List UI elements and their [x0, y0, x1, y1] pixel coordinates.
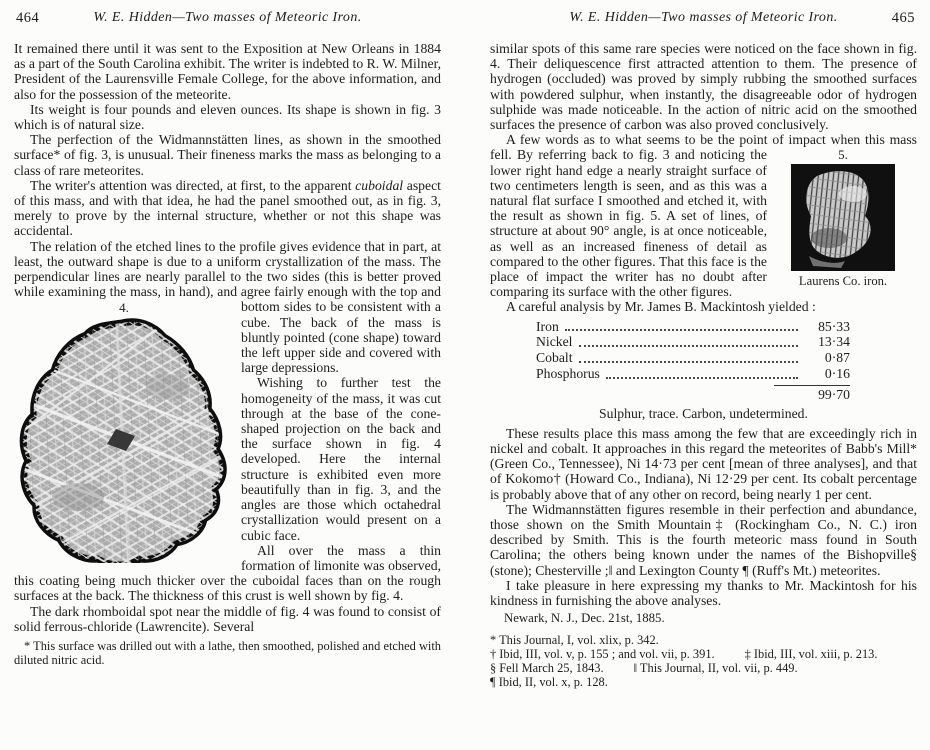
- footnote-text: * This surface was drilled out with a lathe, then smoothed, polished and etched with diluted nitric acid.: [14, 638, 441, 668]
- analysis-total-row: [536, 387, 850, 403]
- analysis-note: Sulphur, trace. Carbon, undetermined.: [599, 405, 808, 421]
- paragraph: The Widmannstätten figures resemble in their perfection and abundance, those shown on the Smith Mountain‡ (Rockingham Co., N. C.) iron described by Smith. This is the fourth meteoric mass found in South Carolina; the others being known under the names of the Bishopville§ (stone); Chesterville ;‖ and Lexington County ¶ (Ruff's Mt.) meteorites.: [490, 501, 917, 578]
- footnote-line: [490, 675, 917, 689]
- footnote-text: ¶ Ibid, II, vol. x, p. 128.: [490, 675, 608, 690]
- running-head-right: [490, 10, 917, 28]
- footnote-text: § Fell March 25, 1843.: [490, 661, 604, 676]
- paragraph: The perfection of the Widmannstätten lines, as shown in the smoothed surface* of fig. 3, is unusual. Their fineness marks the mass as belonging to a class of rare meteorites.: [14, 132, 441, 178]
- page-465: [490, 0, 917, 750]
- paragraph-text: The writer's attention was directed, at first, to the apparent: [30, 177, 356, 193]
- paragraph: It remained there until it was sent to the Exposition at New Orleans in 1884 as a part of the South Carolina exhibit. The writer is indebted to R. W. Milner, President of the Laurensville Female College, for the above information, and also for the possession of the meteorite.: [14, 41, 441, 102]
- element-value: 0·16: [824, 366, 850, 382]
- running-title-right: W. E. Hidden—Two masses of Meteoric Iron.: [569, 10, 838, 25]
- paragraph: [14, 178, 441, 239]
- figure-4-meteorite-etching: [18, 317, 230, 563]
- total-rule: [774, 385, 850, 386]
- paragraph: I take pleasure in here expressing my thanks to Mr. Mackintosh for his kindness in furnishing the above analyses.: [490, 577, 917, 609]
- paragraph: [490, 132, 917, 299]
- footnote-line: [490, 647, 917, 661]
- element-name: Iron: [536, 318, 559, 334]
- element-name: Nickel: [536, 334, 573, 350]
- paragraph-text: A few words as to what seems to be the point of impact when this mass fell. By referring back to fig. 3 and noticing: [490, 132, 917, 163]
- footnote-text: * This Journal, I, vol. xlix, p. 342.: [490, 633, 659, 648]
- paragraph: All over the mass a thin formation of limonite was observed, this coating being much thicker over the cuboidal faces than on the rough surfaces at the back. The thickness of this crust is well shown by fig. 4.: [14, 542, 441, 604]
- footnote-line: [490, 661, 917, 675]
- footnote-text: † Ibid, III, vol. v, p. 155 ; and vol. vii, p. 391.: [490, 647, 715, 662]
- italic-term: cuboidal: [355, 177, 404, 193]
- page-number-right: 465: [891, 10, 915, 26]
- paragraph-text: aspect of this mass, and with that idea, he had the panel smoothed out, as in fig. 3, merely to prove by the internal structure, whether or not this shape was accidental.: [14, 177, 441, 239]
- figure-5-etched-photo: [791, 164, 895, 271]
- figure-4: [16, 301, 232, 563]
- element-value: 0·87: [824, 350, 850, 366]
- left-page-body: [14, 41, 441, 667]
- paragraph: The dark rhomboidal spot near the middle of fig. 4 was found to consist of solid ferrous-chloride (Lawrencite). Several: [14, 603, 441, 634]
- analysis-row: [536, 366, 850, 382]
- page-464: [14, 0, 441, 750]
- dotted-leader: [579, 344, 799, 347]
- element-name: Cobalt: [536, 350, 573, 366]
- paragraph: Wishing to further test the homogeneity of the mass, it was cut through at the base of the cone-shaped projection on the back and the surface shown in fig. 4 developed. Here the internal structure is exhibited even more beautifully than in fig. 3, and the angles are those which octahedral crystallization would present on a cubic face.: [241, 375, 441, 543]
- footnote-text: ‡ Ibid, III, vol. xiii, p. 213.: [744, 647, 878, 662]
- paragraph-text: bottom sides to be consistent with a cube. The back of the mass is bluntly pointed (cone shape) toward the left upper side and covered with large depressions.: [241, 299, 441, 376]
- figure-5-label: 5.: [838, 147, 848, 163]
- dotted-leader: [579, 360, 799, 363]
- running-title-left: W. E. Hidden—Two masses of Meteoric Iron.: [93, 10, 362, 25]
- paragraph: similar spots of this same rare species were noticed on the face shown in fig. 4. Their deliquescence first attracted attention to them. The presence of hydrogen (occluded) was proved by simply rubbing the smoothed surfaces with powdered sulphur, when instantly, the disagreeable odor of hydrogen sulphide was made noticeable. In the action of nitric acid on the smoothed surfaces the presence of carbon was also proved conclusively.: [490, 41, 917, 133]
- footnote-text: ‖ This Journal, II, vol. vii, p. 449.: [633, 661, 798, 676]
- paragraph: These results place this mass among the few that are exceedingly rich in nickel and cobalt. It approaches in this regard the meteorites of Babb's Mill* (Green Co., Tennessee), Ni 14·73 per cent [mean of three analyses], and that of Kokomo† (Howard Co., Indiana), Ni 12·29 per cent. Its cobalt percentage is probably above that of any other on record, being nearly 1 per cent.: [490, 425, 917, 502]
- paragraph: [14, 239, 441, 376]
- analysis-table: [536, 319, 850, 403]
- element-value: 85·33: [818, 318, 850, 334]
- figure-4-label: 4.: [119, 300, 129, 316]
- element-name: Phosphorus: [536, 366, 600, 382]
- analysis-row: [536, 319, 850, 335]
- analysis-total: 99·70: [818, 386, 850, 402]
- footnotes-right: [490, 633, 917, 689]
- figure-5-caption: Laurens Co. iron.: [798, 274, 888, 289]
- paragraph-text: the lower right hand edge a nearly straight surface of two centimeters length is seen, and as this was a natural flat surface I smoothed and etched it, with the result as shown in fig. 5. A set of lines, of structure at about 90° angle, is at once noticeable, as well as an increased fineness of detail as compared to the other figures. That this face is the place of impact the writer has no doubt after comparing its surface with the other figures.: [490, 147, 767, 300]
- analysis-intro: A careful analysis by Mr. James B. Mackintosh yielded :: [506, 299, 816, 315]
- analysis-row: [536, 334, 850, 350]
- right-page-body: [490, 41, 917, 689]
- paragraph-text: The relation of the etched lines to the profile gives evidence that in part, at least, the outward shape is due to a uniform crystallization of the mass. The perpendicular lines are nearly parallel to the two sides (this is better proved while examining the mass, in hand), and agree fairly enough with the top and: [14, 238, 441, 300]
- figure-5: [777, 148, 909, 288]
- footnote-left: [14, 639, 441, 667]
- page-number-left: 464: [16, 10, 40, 26]
- dotted-leader: [606, 376, 798, 379]
- paragraph: Its weight is four pounds and eleven ounces. Its shape is shown in fig. 3 which is of natural size.: [14, 101, 441, 133]
- analysis-row: [536, 350, 850, 366]
- footnote-line: [490, 633, 917, 647]
- dotted-leader: [565, 328, 798, 331]
- element-value: 13·34: [818, 334, 850, 350]
- dateline: Newark, N. J., Dec. 21st, 1885.: [504, 611, 665, 626]
- running-head-left: [14, 10, 441, 28]
